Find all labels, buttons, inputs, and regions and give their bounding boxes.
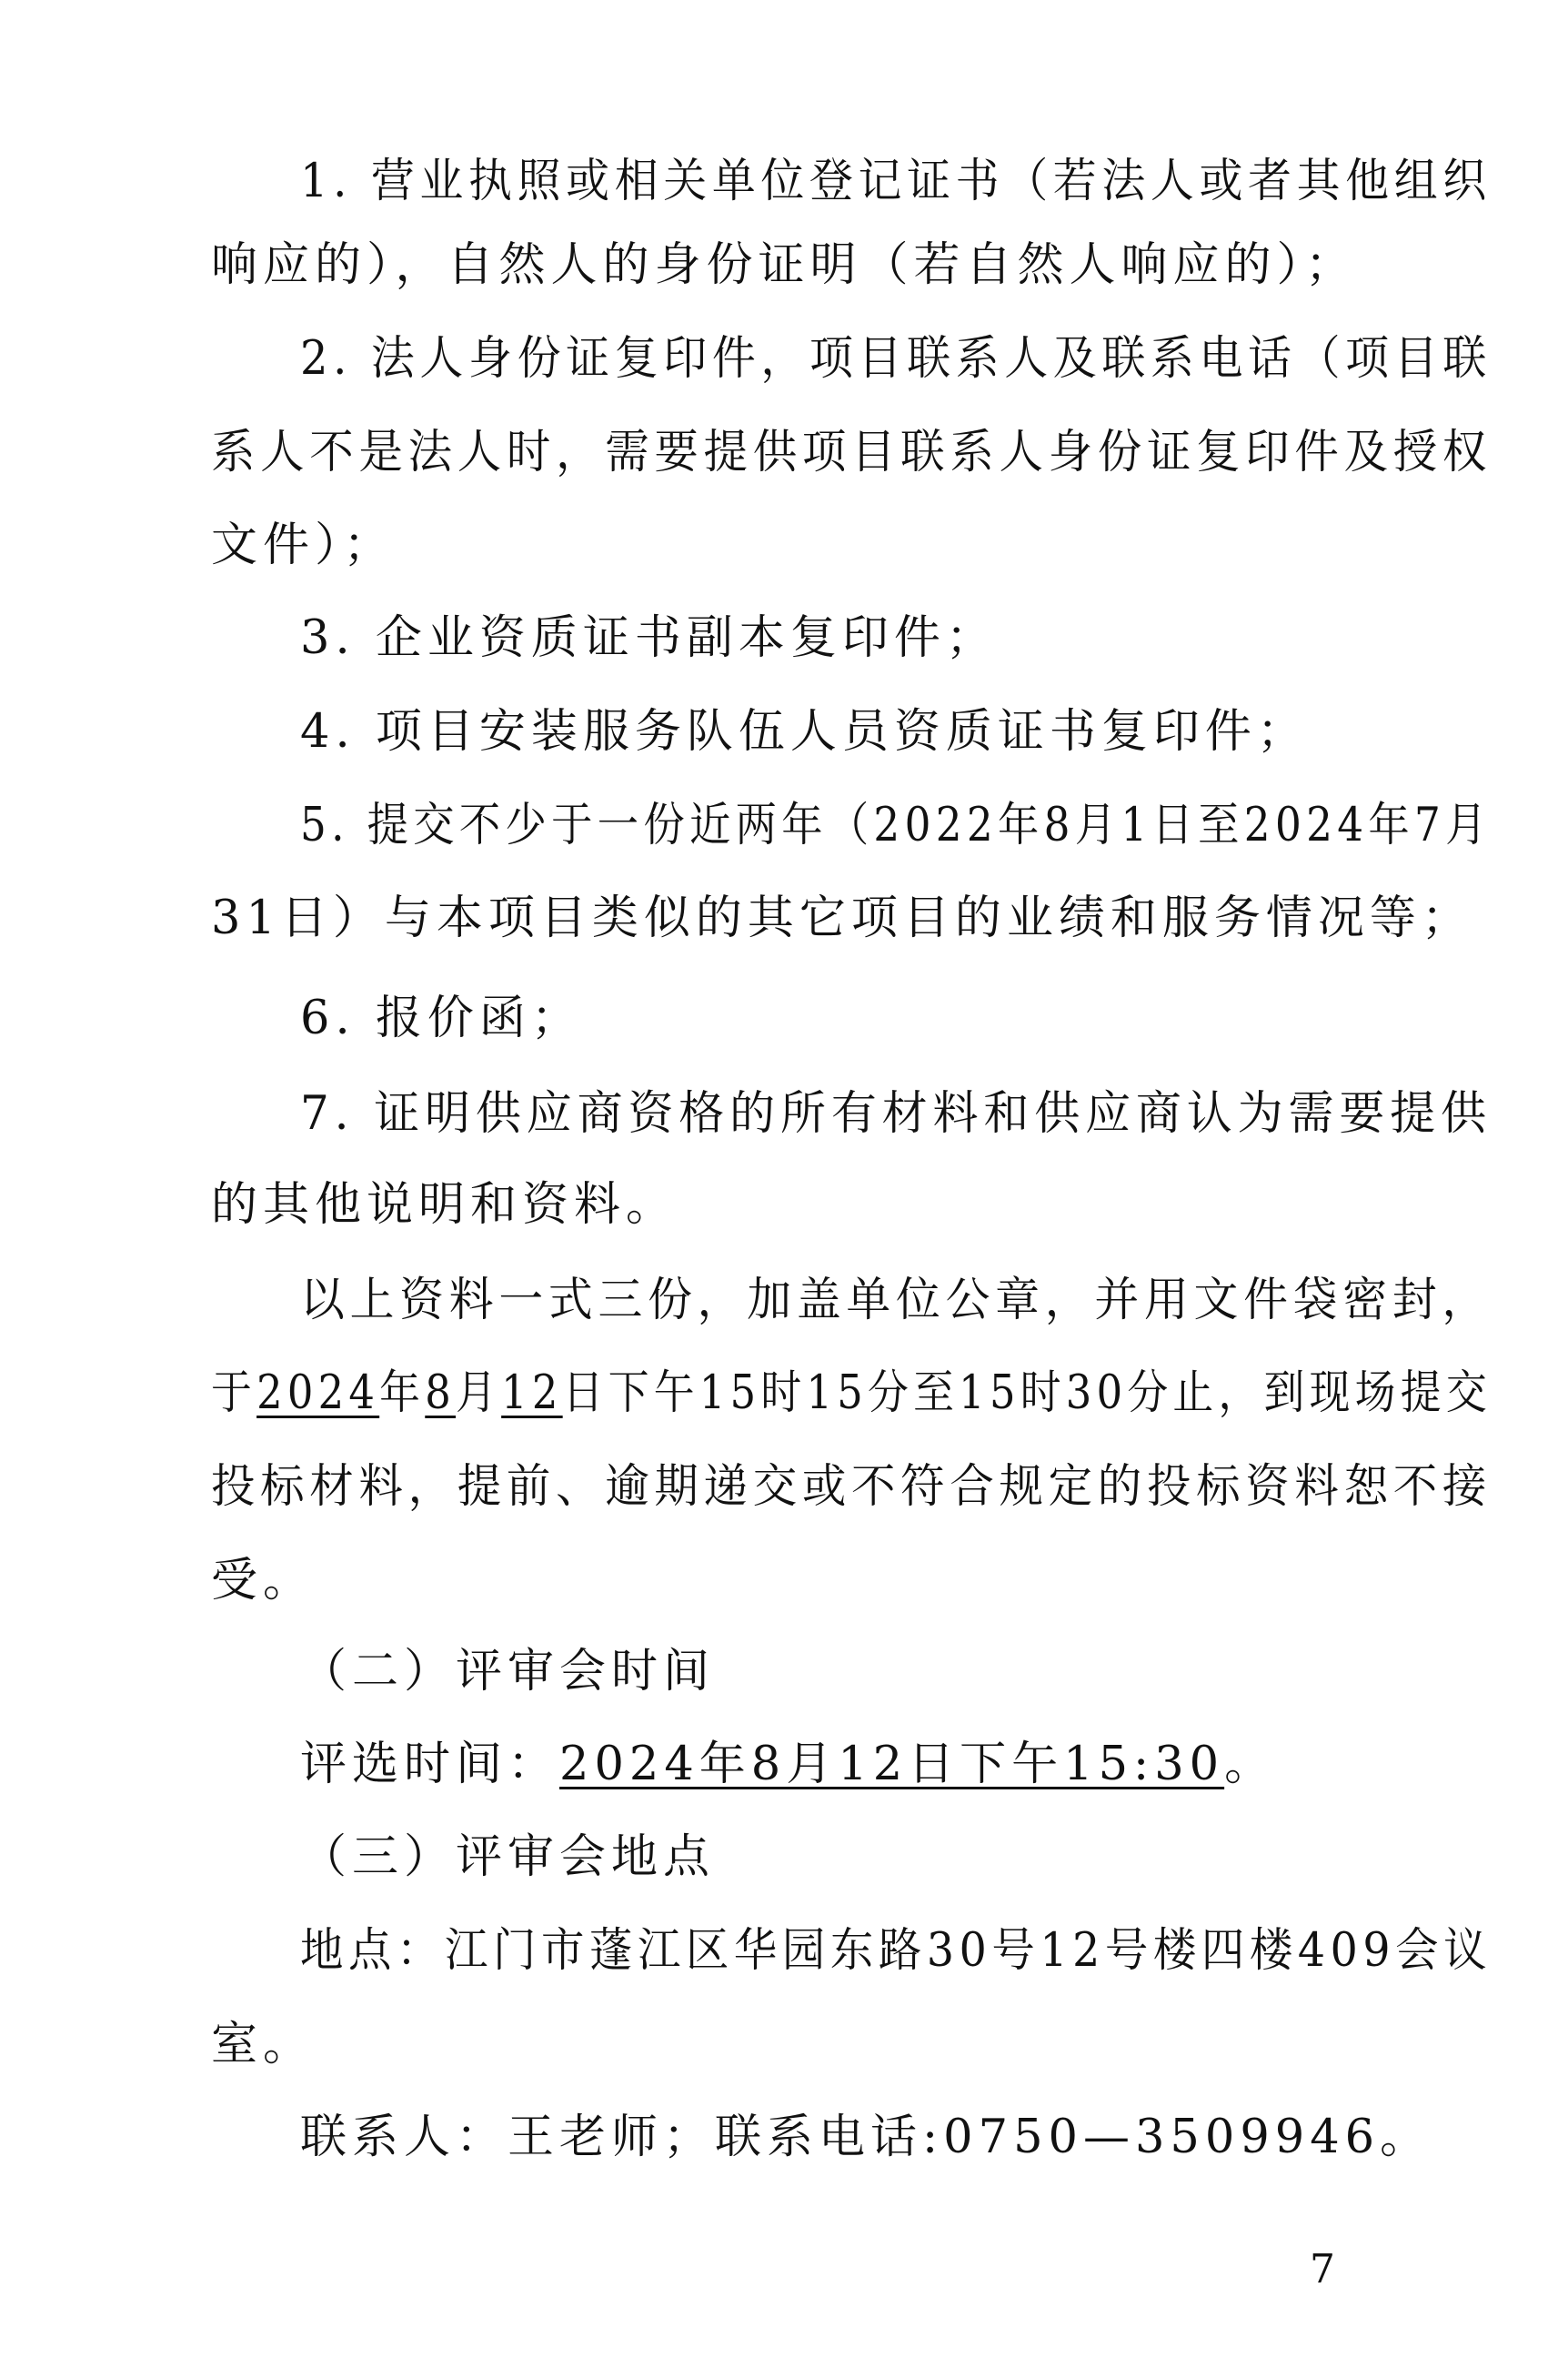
page-number: 7 <box>1310 2246 1335 2292</box>
submission-time-text: 日下午15时15分至15时30分止，到现场提交 <box>562 1366 1492 1420</box>
item-2-line-1: 2. 法人身份证复印件，项目联系人及联系电话（项目联 <box>300 332 1492 386</box>
section-heading-review-location: （三）评审会地点 <box>300 1830 716 1884</box>
review-time-suffix: 。 <box>1224 1738 1277 1791</box>
item-2-line-2: 系人不是法人时，需要提供项目联系人身份证复印件及授权 <box>211 426 1493 479</box>
submission-line-1: 以上资料一式三份，加盖单位公章，并用文件袋密封， <box>300 1274 1493 1327</box>
item-7-line-1: 7. 证明供应商资格的所有材料和供应商认为需要提供 <box>300 1087 1492 1141</box>
item-4: 4. 项目安装服务队伍人员资质证书复印件； <box>300 705 1309 759</box>
submission-prefix: 于 <box>211 1366 257 1420</box>
item-7-line-2: 的其他说明和资料。 <box>211 1178 678 1232</box>
submission-day: 12 <box>501 1366 563 1420</box>
submission-month-unit: 月 <box>456 1366 502 1420</box>
contact-line: 联系人：王老师；联系电话:0750—3509946。 <box>300 2111 1432 2164</box>
review-time-label: 评选时间： <box>300 1738 560 1791</box>
submission-line-3: 投标材料，提前、逾期递交或不符合规定的投标资料恕不接 <box>211 1460 1493 1514</box>
item-3: 3. 企业资质证书副本复印件； <box>300 611 998 665</box>
submission-month: 8 <box>425 1366 457 1420</box>
location-line-1: 地点：江门市蓬江区华园东路30号12号楼四楼409会议 <box>300 1924 1493 1978</box>
review-time-value: 2024年8月12日下午15:30 <box>559 1738 1225 1791</box>
item-2-line-3: 文件）； <box>211 519 396 572</box>
submission-year-unit: 年 <box>379 1366 426 1420</box>
item-5-line-2: 31日）与本项目类似的其它项目的业绩和服务情况等； <box>211 892 1473 945</box>
submission-line-2 <box>211 1366 1492 1421</box>
item-5-line-1: 5. 提交不少于一份近两年（2022年8月1日至2024年7月 <box>300 799 1492 852</box>
review-time-line <box>300 1738 1276 1792</box>
submission-year: 2024 <box>256 1366 380 1420</box>
item-6: 6. 报价函； <box>300 992 583 1045</box>
item-1-line-2: 响应的），自然人的身份证明（若自然人响应的）； <box>211 238 1358 292</box>
submission-line-4: 受。 <box>211 1554 316 1607</box>
section-heading-review-time: （二）评审会时间 <box>300 1645 716 1698</box>
item-1-line-1: 1. 营业执照或相关单位登记证书（若法人或者其他组织 <box>300 155 1492 208</box>
location-line-2: 室。 <box>211 2018 316 2071</box>
